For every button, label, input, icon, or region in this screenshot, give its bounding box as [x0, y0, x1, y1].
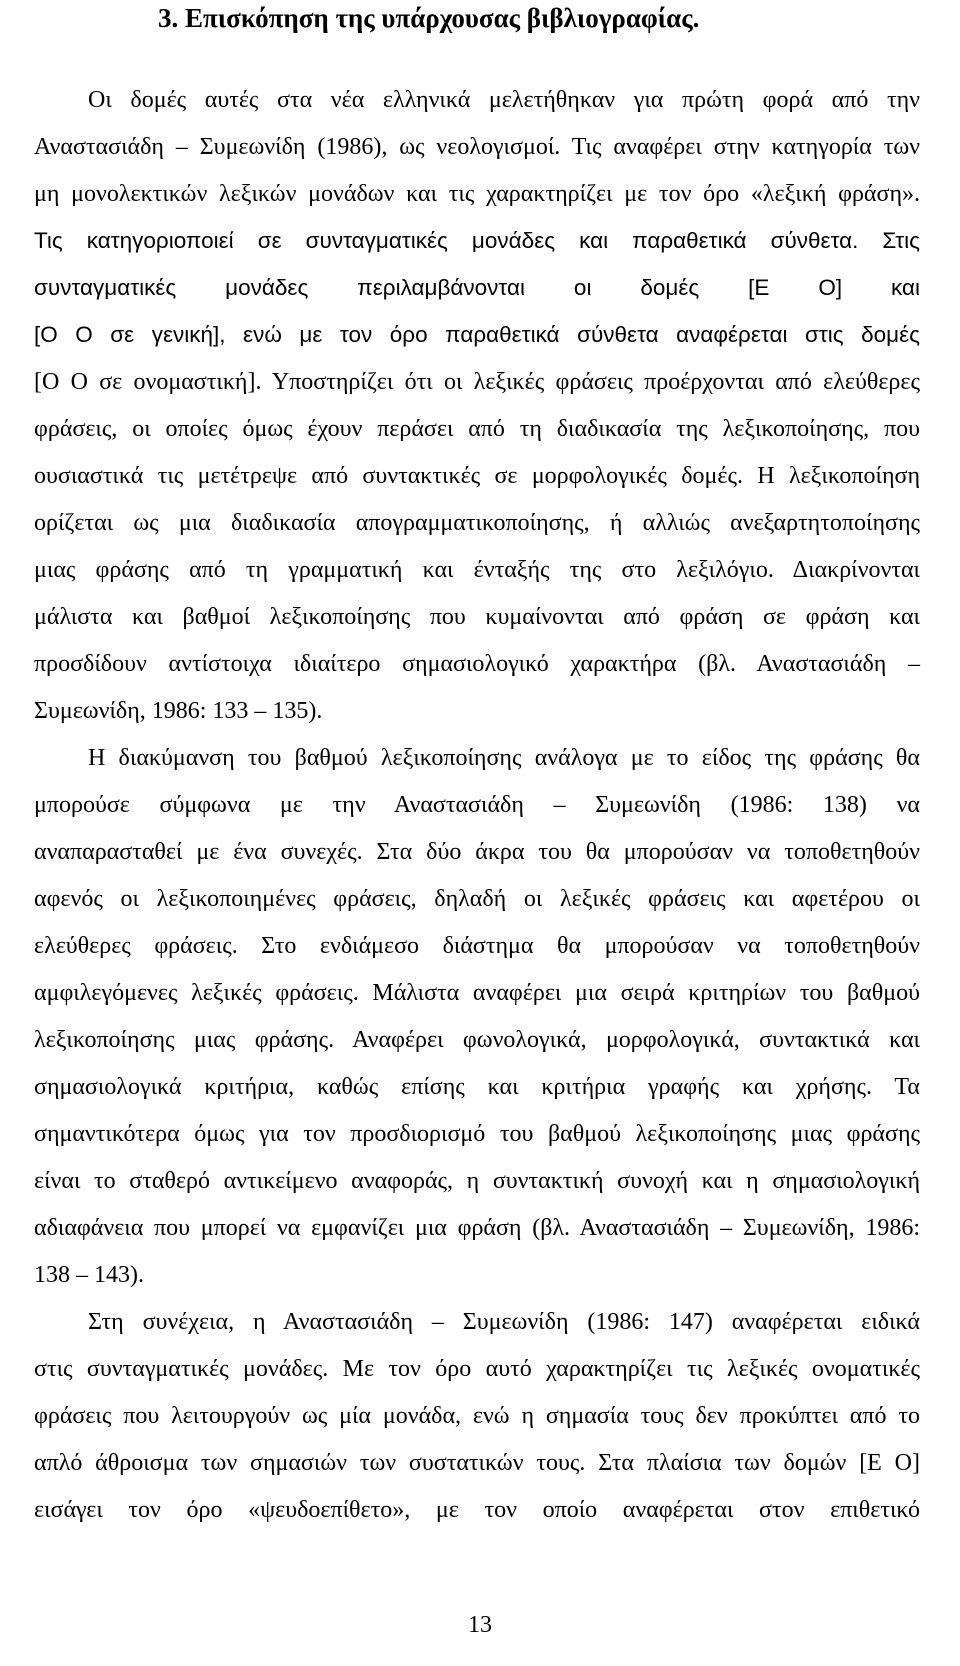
text-line: Στη συνέχεια, η Αναστασιάδη – Συμεωνίδη (1986: 147) αναφέρεται ειδικά	[88, 1309, 920, 1335]
text-line: προσδίδουν αντίστοιχα ιδιαίτερο σημασιολογικό χαρακτήρα (βλ. Αναστασιάδη –	[34, 651, 920, 677]
text-line: αφενός οι λεξικοποιημένες φράσεις, δηλαδή οι λεξικές φράσεις και αφετέρου οι	[34, 886, 920, 912]
text-line: ελεύθερες φράσεις. Στο ενδιάμεσο διάστημα θα μπορούσαν να τοποθετηθούν	[34, 933, 920, 959]
text-line: αναπαρασταθεί με ένα συνεχές. Στα δύο άκρα του θα μπορούσαν να τοποθετηθούν	[34, 839, 920, 865]
text-line: ορίζεται ως μια διαδικασία απογραμματικοποίησης, ή αλλιώς ανεξαρτητοποίησης	[34, 510, 920, 536]
page-number: 13	[468, 1612, 492, 1638]
text-line: [Ο Ο σε γενική], ενώ με τον όρο παραθετικά σύνθετα αναφέρεται στις δομές	[34, 322, 920, 347]
text-line: απλό άθροισμα των σημασιών των συστατικών τους. Στα πλαίσια των δομών [Ε Ο]	[34, 1450, 920, 1476]
text-line: συνταγματικές μονάδες περιλαμβάνονται οι δομές [Ε Ο] και	[34, 275, 920, 300]
text-line: φράσεις που λειτουργούν ως μία μονάδα, ενώ η σημασία τους δεν προκύπτει από το	[34, 1403, 920, 1429]
text-line: μη μονολεκτικών λεξικών μονάδων και τις χαρακτηρίζει με τον όρο «λεξική φράση».	[34, 181, 920, 207]
text-line: Αναστασιάδη – Συμεωνίδη (1986), ως νεολογισμοί. Τις αναφέρει στην κατηγορία των	[34, 134, 920, 160]
text-line: μιας φράσης από τη γραμματική και ένταξής της στο λεξιλόγιο. Διακρίνονται	[34, 557, 920, 583]
text-line: αμφιλεγόμενες λεξικές φράσεις. Μάλιστα αναφέρει μια σειρά κριτηρίων του βαθμού	[34, 980, 920, 1006]
text-line: Συμεωνίδη, 1986: 133 – 135).	[34, 698, 323, 724]
text-line: σημασιολογικά κριτήρια, καθώς επίσης και κριτήρια γραφής και χρήσης. Τα	[34, 1074, 920, 1100]
text-line: είναι το σταθερό αντικείμενο αναφοράς, η συντακτική συνοχή και η σημασιολογική	[34, 1168, 920, 1194]
text-line: 138 – 143).	[34, 1262, 144, 1288]
text-line: μπορούσε σύμφωνα με την Αναστασιάδη – Συμεωνίδη (1986: 138) να	[34, 792, 920, 818]
text-line: μάλιστα και βαθμοί λεξικοποίησης που κυμαίνονται από φράση σε φράση και	[34, 604, 920, 630]
text-line: λεξικοποίησης μιας φράσης. Αναφέρει φωνολογικά, μορφολογικά, συντακτικά και	[34, 1027, 920, 1053]
text-line: στις συνταγματικές μονάδες. Με τον όρο αυτό χαρακτηρίζει τις λεξικές ονοματικές	[34, 1356, 920, 1382]
text-line: ουσιαστικά τις μετέτρεψε από συντακτικές σε μορφολογικές δομές. Η λεξικοποίηση	[34, 463, 920, 489]
text-line: Τις κατηγοριοποιεί σε συνταγματικές μονάδες και παραθετικά σύνθετα. Στις	[34, 228, 920, 253]
text-line: φράσεις, οι οποίες όμως έχουν περάσει από τη διαδικασία της λεξικοποίησης, που	[34, 416, 920, 442]
section-heading: 3. Επισκόπηση της υπάρχουσας βιβλιογραφίας.	[158, 3, 700, 33]
text-line: Οι δομές αυτές στα νέα ελληνικά μελετήθηκαν για πρώτη φορά από την	[88, 87, 920, 113]
text-line: εισάγει τον όρο «ψευδοεπίθετο», με τον οποίο αναφέρεται στον επιθετικό	[34, 1497, 920, 1523]
text-line: Η διακύμανση του βαθμού λεξικοποίησης ανάλογα με το είδος της φράσης θα	[88, 745, 920, 771]
text-line: αδιαφάνεια που μπορεί να εμφανίζει μια φράση (βλ. Αναστασιάδη – Συμεωνίδη, 1986:	[34, 1215, 920, 1241]
text-line: [Ο Ο σε ονομαστική]. Υποστηρίζει ότι οι λεξικές φράσεις προέρχονται από ελεύθερες	[34, 369, 920, 395]
text-line: σημαντικότερα όμως για τον προσδιορισμό του βαθμού λεξικοποίησης μιας φράσης	[34, 1121, 920, 1147]
